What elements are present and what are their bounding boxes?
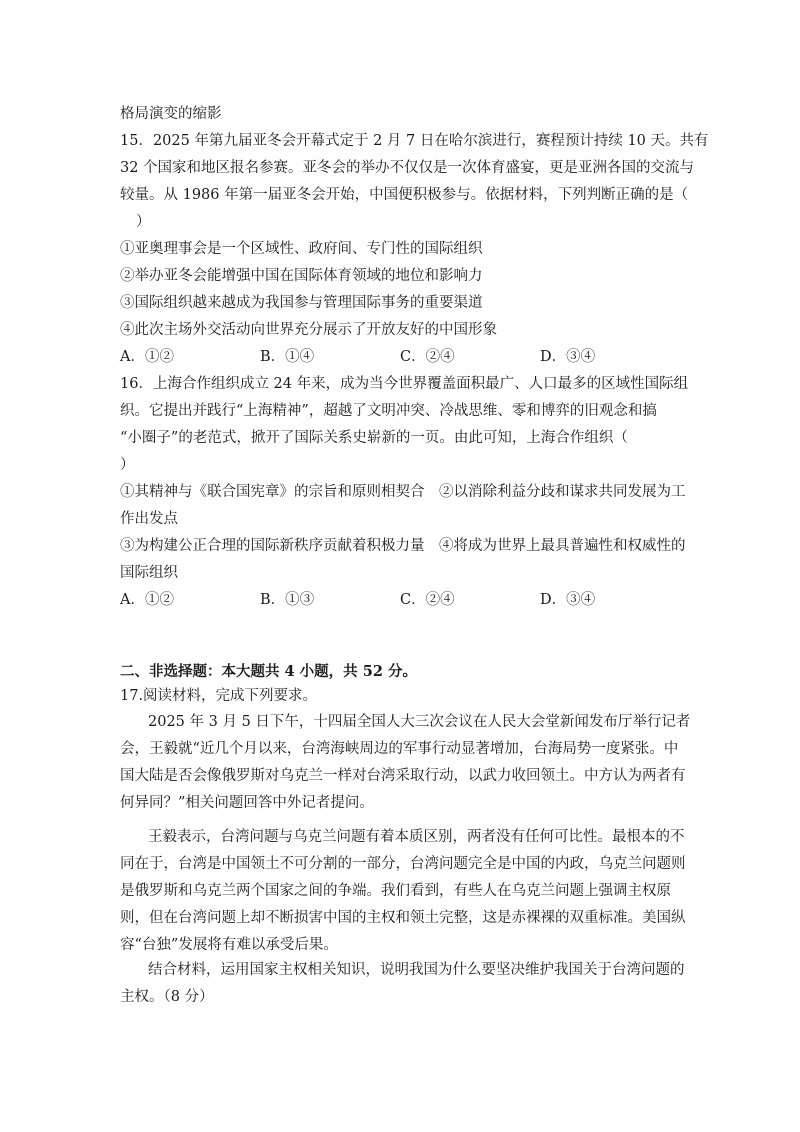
q15-stem-line: 较量。从 1986 年第一届亚冬会开始，中国便积极参与。依据材料，下列判断正确的是（ [120, 187, 689, 203]
top-fragment: 格局演变的缩影 [120, 106, 222, 122]
q16-stem-line: 16．上海合作组织成立 24 年来，成为当今世界覆盖面积最广、人口最多的区域性国际组 [120, 376, 689, 392]
q16-option-b: B．①③ [260, 592, 315, 608]
q16-stem-line: 织。它提出并践行“上海精神”，超越了文明冲突、冷战思维、零和博弈的旧观念和搞 [120, 403, 657, 419]
q16-stem-paren: ） [120, 457, 135, 473]
q15-option-c: C．②④ [400, 349, 455, 365]
q17-question-line: 结合材料，运用国家主权相关知识，说明我国为什么要坚决维护我国关于台湾问题的 [148, 962, 685, 978]
q17-para2-line: 是俄罗斯和乌克兰两个国家之间的争端。我们看到，有些人在乌克兰问题上强调主权原 [120, 883, 671, 899]
q17-para2-line: 同在于，台湾是中国领土不可分割的一部分，台湾问题完全是中国的内政，乌克兰问题则 [120, 856, 686, 872]
q15-stem-line: 32 个国家和地区报名参赛。亚冬会的举办不仅仅是一次体育盛宴，更是亚洲各国的交流与 [120, 160, 695, 176]
q16-statement-wrap: 作出发点 [120, 511, 178, 527]
q16-statement-3-4: ③为构建公正合理的国际新秩序贡献着积极力量 ④将成为世界上最具普遍性和权威性的 [120, 538, 686, 554]
q17-para1-line: 何异同？”相关问题回答中外记者提问。 [120, 795, 374, 811]
q15-stem-paren: ） [136, 214, 151, 230]
q16-stem-line: “小圈子”的老范式，掀开了国际关系史崭新的一页。由此可知，上海合作组织（ [120, 430, 628, 446]
q15-option-d: D．③④ [540, 349, 596, 365]
q17-para2-line: 容“台独”发展将有难以承受后果。 [120, 937, 338, 953]
q15-statement-3: ③国际组织越来越成为我国参与管理国际事务的重要渠道 [120, 295, 483, 311]
q15-statement-2: ②举办亚冬会能增强中国在国际体育领域的地位和影响力 [120, 268, 483, 284]
q17-para2-line: 王毅表示，台湾问题与乌克兰问题有着本质区别，两者没有任何可比性。最根本的不 [148, 829, 685, 845]
q15-statement-4: ④此次主场外交活动向世界充分展示了开放友好的中国形象 [120, 322, 497, 338]
q16-statement-wrap: 国际组织 [120, 565, 178, 581]
q17-para2-line: 则，但在台湾问题上却不断损害中国的主权和领土完整，这是赤裸裸的双重标准。美国纵 [120, 910, 686, 926]
q17-title: 17.阅读材料，完成下列要求。 [120, 688, 318, 704]
q17-question-line: 主权。（8 分） [120, 989, 214, 1005]
q16-option-c: C．②④ [400, 592, 455, 608]
q16-option-a: A．①② [120, 592, 174, 608]
q15-statement-1: ①亚奥理事会是一个区域性、政府间、专门性的国际组织 [120, 241, 483, 257]
q15-option-a: A．①② [120, 349, 174, 365]
q17-para1-line: 2025 年 3 月 5 日下午，十四届全国人大三次会议在人民大会堂新闻发布厅举行记者 [148, 714, 691, 730]
section-heading: 二、非选择题：本大题共 4 小题，共 52 分。 [120, 663, 417, 680]
q15-stem-line: 15．2025 年第九届亚冬会开幕式定于 2 月 7 日在哈尔滨进行，赛程预计持续 10 天。共有 [120, 133, 709, 149]
q17-para1-line: 会，王毅就“近几个月以来，台湾海峡周边的军事行动显著增加，台海局势一度紧张。中 [120, 741, 679, 757]
q15-option-b: B．①④ [260, 349, 315, 365]
q17-para1-line: 国大陆是否会像俄罗斯对乌克兰一样对台湾采取行动，以武力收回领土。中方认为两者有 [120, 768, 686, 784]
q16-option-d: D．③④ [540, 592, 596, 608]
q16-statement-1-2: ①其精神与《联合国宪章》的宗旨和原则相契合 ②以消除利益分歧和谋求共同发展为工 [120, 484, 686, 500]
